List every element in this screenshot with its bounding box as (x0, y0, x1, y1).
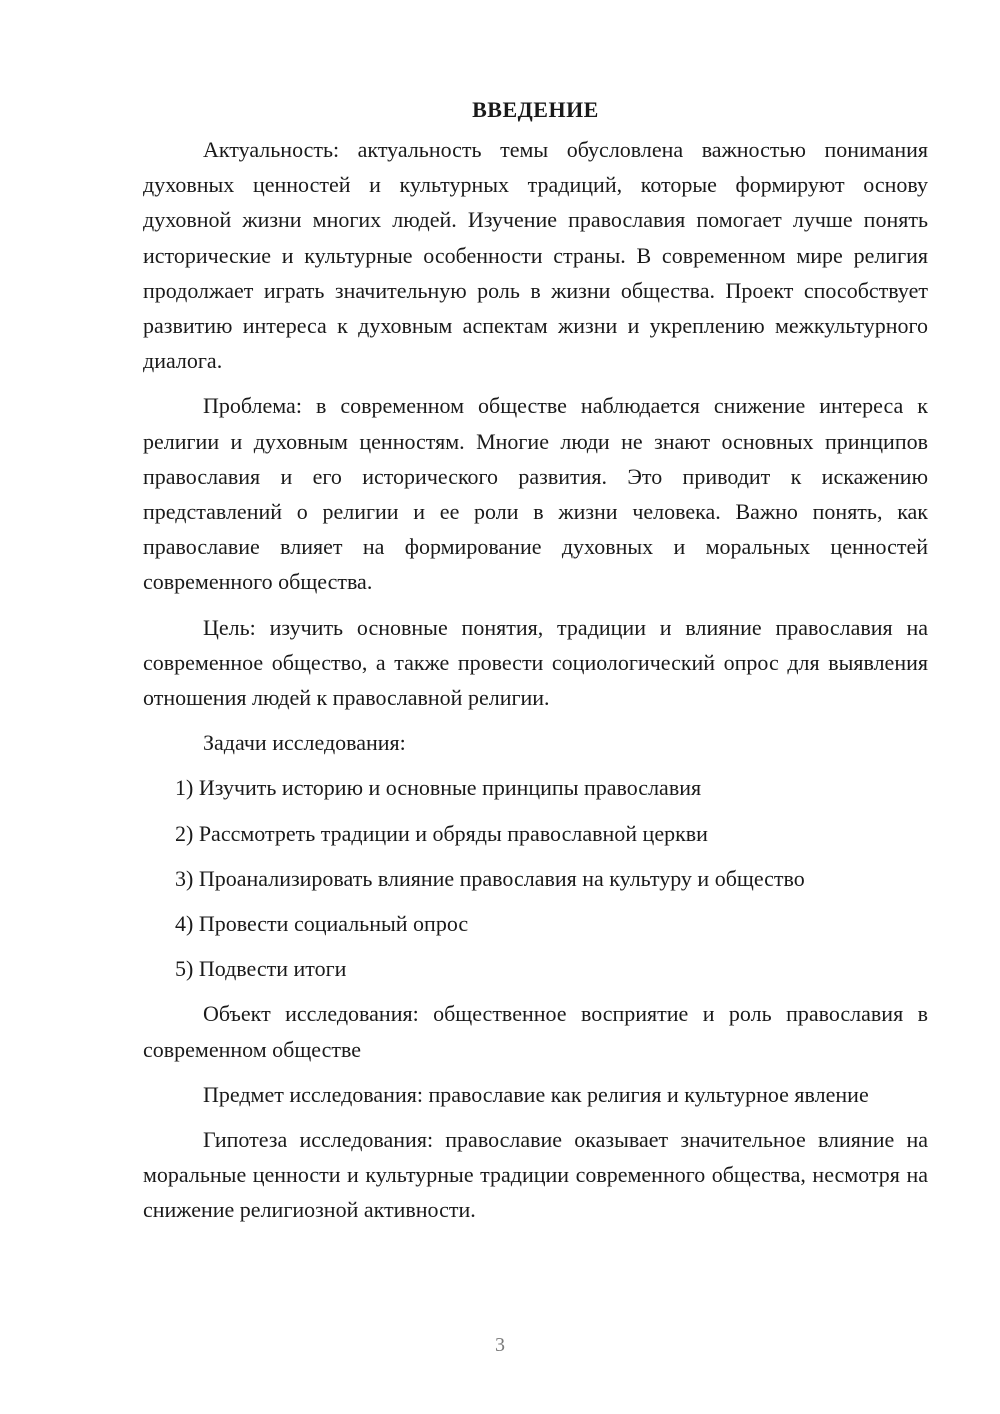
page-number: 3 (495, 1334, 505, 1356)
paragraph-hypothesis: Гипотеза исследования: православие оказывает значительное влияние на моральные ценности и культурные традиции современного общества, несмотря на снижение религиозной активности. (143, 1127, 928, 1223)
task-item: 4) Провести социальный опрос (175, 911, 469, 937)
task-item: 1) Изучить историю и основные принципы православия (175, 775, 702, 801)
document-page (143, 92, 928, 1238)
task-item: 2) Рассмотреть традиции и обряды православной церкви (175, 820, 708, 846)
paragraph-object: Объект исследования: общественное восприятие и роль православия в современном обществе (143, 1001, 928, 1062)
task-item: 3) Проанализировать влияние православия на культуру и общество (175, 865, 805, 891)
tasks-list (143, 770, 928, 986)
paragraph-goal: Цель: изучить основные понятия, традиции и влияние православия на современное общество, а также провести социологический опрос для выявления отношения людей к православной религии. (143, 614, 928, 711)
paragraph-problem: Проблема: в современном обществе наблюдается снижение интереса к религии и духовным ценностям. Многие люди не знают основных принципов православия и его исторического развития. Это приводит к искажению представлений о религии и ее роли в жизни человека. Важно понять, как православие влияет на формирование духовных и моральных ценностей современного общества. (143, 393, 928, 595)
paragraph-relevance: Актуальность: актуальность темы обусловлена важностью понимания духовных ценностей и культурных традиций, которые формируют основу духовной жизни многих людей. Изучение православия помогает лучше понять исторические и культурные особенности страны. В современном мире религия продолжает играть значительную роль в жизни общества. Проект способствует развитию интереса к духовным аспектам жизни и укреплению межкультурного диалога. (143, 137, 928, 374)
task-item: 5) Подвести итоги (175, 956, 347, 982)
section-title: ВВЕДЕНИЕ (472, 97, 599, 122)
tasks-heading: Задачи исследования: (203, 730, 406, 756)
paragraph-subject: Предмет исследования: православие как религия и культурное явление (203, 1081, 869, 1107)
